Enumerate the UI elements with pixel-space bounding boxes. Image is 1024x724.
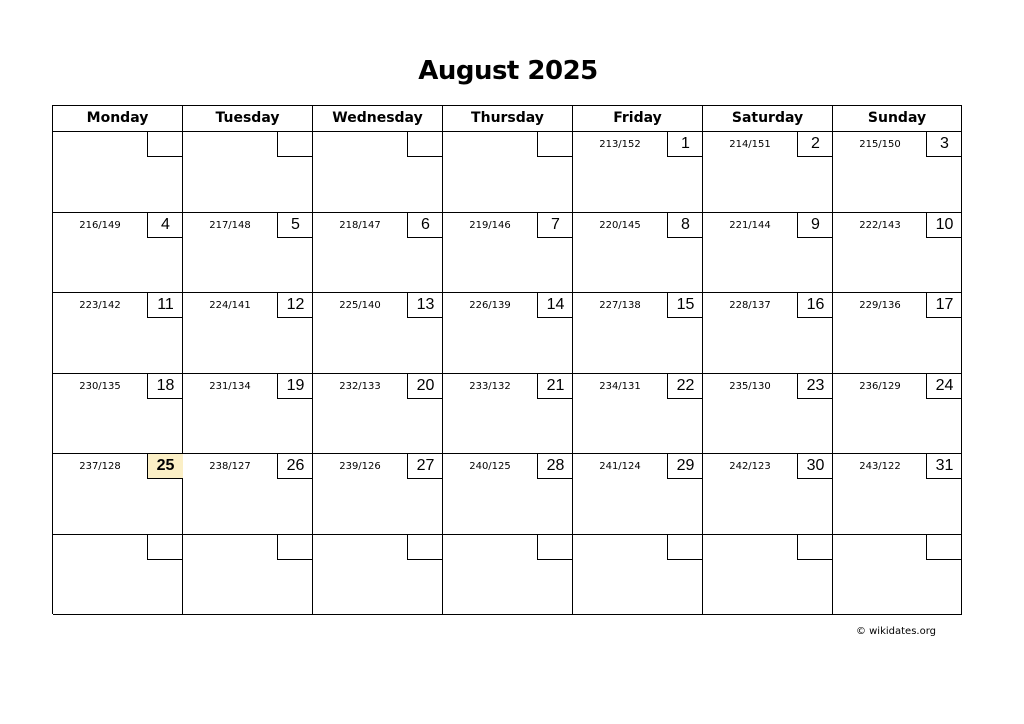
day-cell (313, 213, 443, 294)
day-cell (703, 454, 833, 535)
day-cell (703, 293, 833, 374)
day-number: 26 (277, 454, 313, 479)
day-cell (313, 132, 443, 213)
day-of-year-label: 232/133 (339, 380, 381, 392)
day-cell (53, 293, 183, 374)
day-cell (313, 535, 443, 616)
day-number: 11 (147, 293, 183, 318)
day-cell (573, 132, 703, 213)
day-number: 27 (407, 454, 443, 479)
day-number: 24 (926, 374, 962, 399)
day-cell (703, 213, 833, 294)
day-cell (443, 132, 573, 213)
day-cell (443, 535, 573, 616)
day-cell (183, 454, 313, 535)
day-number (277, 132, 313, 157)
day-number (667, 535, 703, 560)
day-of-year-label: 229/136 (859, 300, 901, 311)
day-number (277, 535, 313, 560)
day-number: 20 (407, 374, 443, 399)
day-number: 4 (147, 213, 183, 238)
day-number: 19 (277, 374, 313, 399)
day-number: 8 (667, 213, 703, 238)
day-number: 13 (407, 293, 443, 318)
day-of-year-label: 233/132 (469, 380, 511, 392)
day-of-year-label: 234/131 (599, 380, 641, 392)
day-of-year-label: 216/149 (79, 219, 121, 231)
day-number: 12 (277, 293, 313, 318)
day-cell (183, 293, 313, 374)
day-of-year-label: 236/129 (859, 380, 901, 392)
day-number: 18 (147, 374, 183, 399)
weekday-header-row (53, 106, 963, 132)
day-of-year-label: 217/148 (209, 219, 251, 231)
day-of-year-label: 239/126 (339, 461, 381, 472)
day-of-year-label: 215/150 (859, 139, 901, 150)
day-cell (833, 293, 962, 374)
day-cell (573, 293, 703, 374)
day-of-year-label: 237/128 (79, 461, 121, 472)
day-number (147, 535, 183, 560)
day-number (407, 132, 443, 157)
day-cell (573, 454, 703, 535)
day-of-year-label: 231/134 (209, 380, 251, 392)
weekday-header-tuesday: Tuesday (183, 106, 313, 132)
day-of-year-label: 243/122 (859, 461, 901, 472)
day-cell (443, 293, 573, 374)
day-of-year-label: 235/130 (729, 380, 771, 392)
day-number (537, 132, 573, 157)
day-number: 2 (797, 132, 833, 157)
day-of-year-label: 213/152 (599, 139, 641, 150)
today-day-number: 25 (147, 454, 183, 479)
day-cell (833, 374, 962, 455)
day-number: 31 (926, 454, 962, 479)
day-cell (573, 213, 703, 294)
day-cell (833, 454, 962, 535)
day-cell (443, 374, 573, 455)
day-of-year-label: 218/147 (339, 219, 381, 231)
weekday-header-friday: Friday (573, 106, 703, 132)
day-cell (53, 535, 183, 616)
day-cell (183, 132, 313, 213)
day-cell (443, 213, 573, 294)
day-number: 6 (407, 213, 443, 238)
day-cell (833, 132, 962, 213)
day-cell (183, 374, 313, 455)
day-number: 30 (797, 454, 833, 479)
day-cell (313, 293, 443, 374)
calendar-title: August 2025 (418, 56, 598, 86)
day-number: 17 (926, 293, 962, 318)
copyright-footer: © wikidates.org (855, 626, 936, 637)
day-number (537, 535, 573, 560)
day-of-year-label: 214/151 (729, 139, 771, 150)
day-number: 23 (797, 374, 833, 399)
calendar-grid (52, 105, 962, 614)
day-of-year-label: 221/144 (729, 219, 771, 231)
day-of-year-label: 226/139 (469, 300, 511, 311)
day-of-year-label: 227/138 (599, 300, 641, 311)
day-cell (53, 132, 183, 213)
day-number (926, 535, 962, 560)
day-of-year-label: 220/145 (599, 219, 641, 231)
day-of-year-label: 225/140 (339, 300, 381, 311)
day-cell (703, 374, 833, 455)
day-cell (443, 454, 573, 535)
day-of-year-label: 242/123 (729, 461, 771, 472)
day-cell (313, 374, 443, 455)
day-cell (703, 132, 833, 213)
weekday-header-saturday: Saturday (703, 106, 833, 132)
day-number: 15 (667, 293, 703, 318)
weekday-header-monday: Monday (53, 106, 183, 132)
day-cell (573, 535, 703, 616)
day-of-year-label: 241/124 (599, 461, 641, 472)
day-number: 14 (537, 293, 573, 318)
day-number: 5 (277, 213, 313, 238)
day-of-year-label: 240/125 (469, 461, 511, 472)
day-of-year-label: 238/127 (209, 461, 251, 472)
day-number (797, 535, 833, 560)
day-number: 16 (797, 293, 833, 318)
weekday-header-thursday: Thursday (443, 106, 573, 132)
day-number (407, 535, 443, 560)
day-cell (833, 535, 962, 616)
weekday-header-sunday: Sunday (833, 106, 962, 132)
day-cell (313, 454, 443, 535)
day-number: 9 (797, 213, 833, 238)
day-cell (53, 213, 183, 294)
day-cell (833, 213, 962, 294)
day-cell (53, 454, 183, 535)
day-of-year-label: 222/143 (859, 219, 901, 231)
day-number: 21 (537, 374, 573, 399)
day-number: 10 (926, 213, 962, 238)
day-of-year-label: 223/142 (79, 300, 121, 311)
day-of-year-label: 228/137 (729, 300, 771, 311)
day-cell (573, 374, 703, 455)
day-cell (53, 374, 183, 455)
day-number (147, 132, 183, 157)
day-cell (183, 213, 313, 294)
day-of-year-label: 219/146 (469, 219, 511, 231)
day-cell (703, 535, 833, 616)
weekday-header-wednesday: Wednesday (313, 106, 443, 132)
day-number: 3 (926, 132, 962, 157)
day-number: 22 (667, 374, 703, 399)
day-of-year-label: 230/135 (79, 380, 121, 392)
day-number: 1 (667, 132, 703, 157)
day-of-year-label: 224/141 (209, 300, 251, 311)
day-cell (183, 535, 313, 616)
day-number: 29 (667, 454, 703, 479)
day-number: 7 (537, 213, 573, 238)
day-number: 28 (537, 454, 573, 479)
